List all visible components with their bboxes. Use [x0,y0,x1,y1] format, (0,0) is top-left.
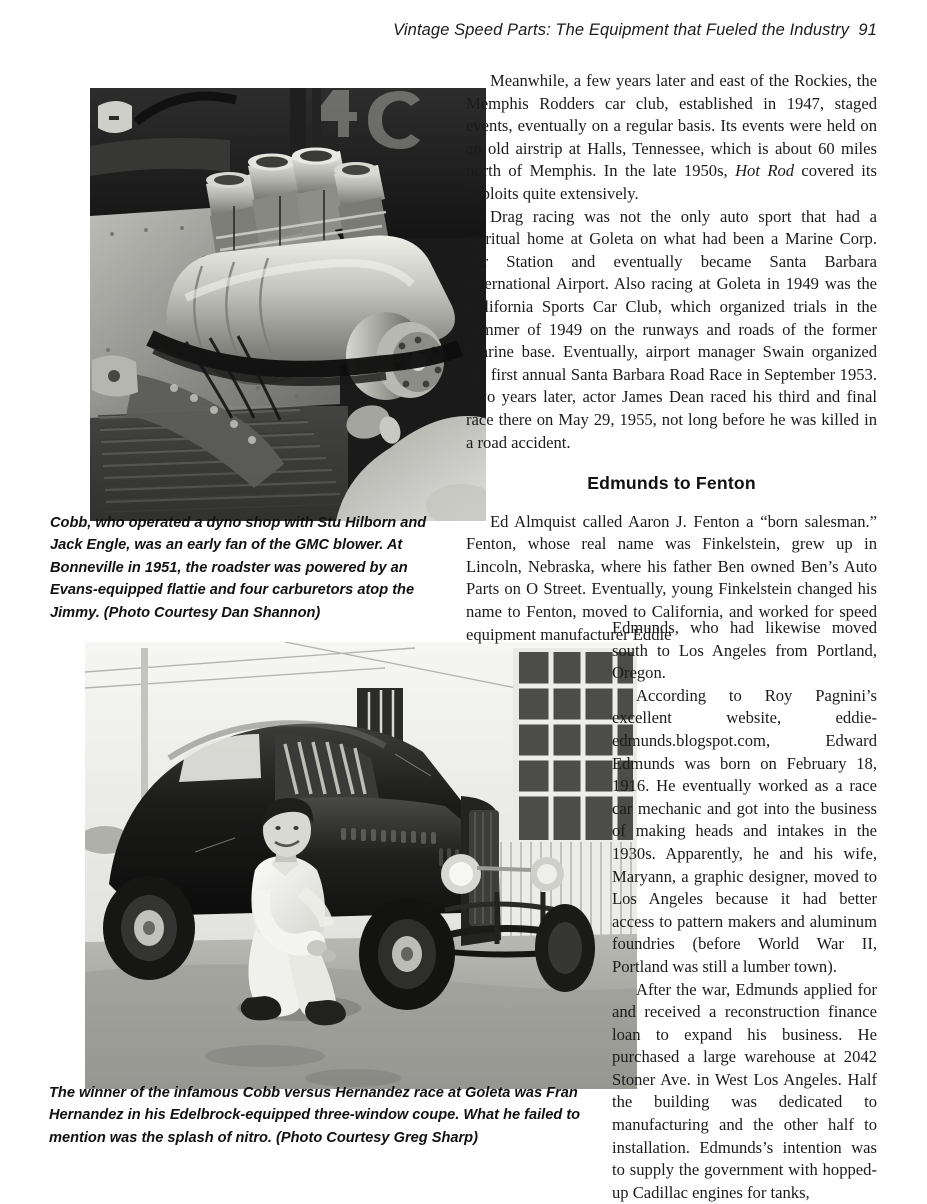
paragraph-goleta-racing: Drag racing was not the only auto sport that had a spiritual home at Goleta on what had been a Marine Corp. Air Station and eventually became Santa Barbara International Airport. Also racing at Goleta in 1949 was the California Sports Car Club, which organized trials in the summer of 1949 on the runways and roads of the former Marine base. Eventually, airport manager Swain organized the first annual Santa Barbara Road Race in September 1953. Two years later, actor James Dean raced his third and final race there on May 29, 1955, not long before he was killed in a road accident. [466,206,877,455]
figure-engine-image [90,88,486,521]
paragraph-after-the-war: After the war, Edmunds applied for and received a reconstruction finance loan to expand his business. He purchased a large warehouse at 2042 Stoner Ave. in West Los Angeles. Half the building was dedicated to manufacturing and the other half to installation. Edmunds’s intention was to supply the government with hopped-up Cadillac engines for tanks, [612,979,877,1204]
paragraph-fenton-bio-continued: Edmunds, who had likewise moved south to Los Angeles from Portland, Oregon. [612,617,877,685]
figure-engine-caption: Cobb, who operated a dyno shop with Stu Hilborn and Jack Engle, was an early fan of the GMC blower. At Bonneville in 1951, the roadster was powered by an Evans-equipped flattie and four carburetors atop the Jimmy. (Photo Courtesy Dan Shannon) [50,512,450,624]
figure-engine [90,88,486,521]
paragraph-pagnini-website: According to Roy Pagnini’s excellent website, eddie-edmunds.blogspot.com, Edward Edmunds was born on February 18, 1916. He eventually worked as a race car mechanic and got into the business of making heads and intakes in the 1930s. Apparently, he and his wife, Maryann, a graphic designer, moved to Los Angeles because it had better access to pattern makers and aluminum foundries (before World War II, Portland was still a lumber town). [612,685,877,979]
page-body [0,70,927,1190]
par1-part-b: covered its exploits quite extensively. [466,161,877,203]
figure-coupe [85,642,637,1089]
engine-photo-artwork [90,88,486,521]
narrow-column [612,617,877,1204]
section-heading-edmunds-to-fenton: Edmunds to Fenton [466,472,877,495]
coupe-photo-artwork [85,642,637,1089]
paragraph-fenton-bio: Ed Almquist called Aaron J. Fenton a “born salesman.” Fenton, whose real name was Finkelstein, grew up in Lincoln, Nebraska, where his father Ben owned Ben’s Auto Parts on O Street. Eventually, young Finkelstein changed his name to Fenton, moved to California, and worked for speed equipment manufacturer Eddie [466,511,877,647]
par1-part-a: Meanwhile, a few years later and east of the Rockies, the Memphis Rodders car club, established in 1947, staged events, eventually on a regular basis. Its events were held on an old airstrip at Halls, Tennessee, which is about 60 miles north of Memphis. In the late 1950s, [466,71,877,180]
figure-coupe-image [85,642,637,1089]
running-head: Vintage Speed Parts: The Equipment that Fueled the Industry 91 [0,21,877,40]
figure-coupe-caption: The winner of the infamous Cobb versus Hernandez race at Goleta was Fran Hernandez in his Edelbrock-equipped three-window coupe. What he failed to mention was the splash of nitro. (Photo Courtesy Greg Sharp) [49,1082,605,1149]
paragraph-memphis-rodders [466,70,877,206]
hot-rod-magazine-title: Hot Rod [735,161,794,180]
right-column [466,70,877,646]
